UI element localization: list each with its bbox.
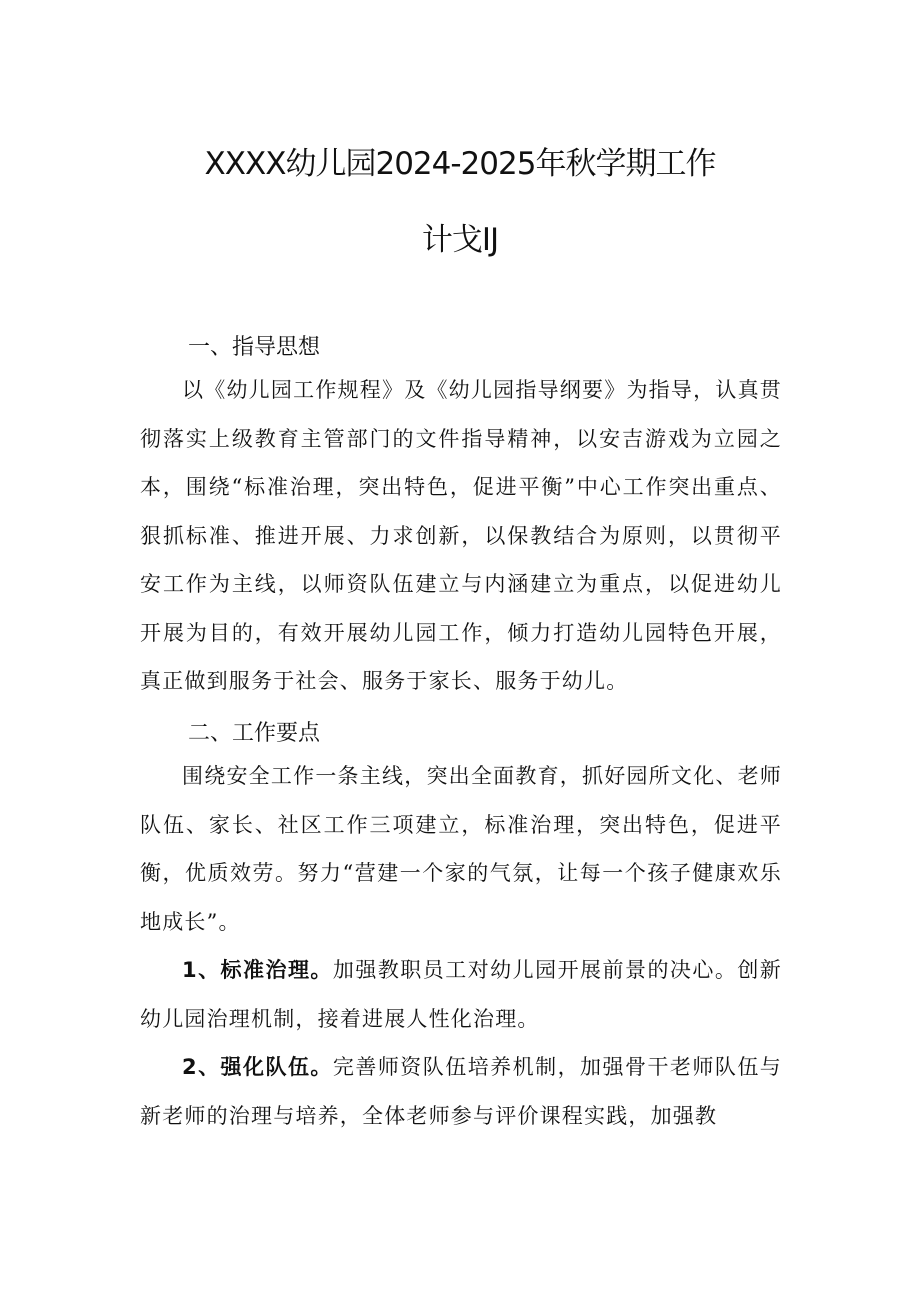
list-item-text: 加强教职员工对幼儿园开展前景的决心。创新幼儿园治理机制，接着进展人性化治理。 <box>140 958 783 1031</box>
list-item-text: 完善师资队伍培养机制，加强骨干老师队伍与新老师的治理与培养，全体老师参与评价课程实践，加强教 <box>140 1055 783 1128</box>
list-item <box>140 1043 782 1140</box>
section2-paragraph: 围绕安全工作一条主线，突出全面教育，抓好园所文化、老师队伍、家长、社区工作三项建立，标准治理，突出特色，促进平衡，优质效劳。努力“营建一个家的气氛，让每一个孩子健康欢乐地成长”。 <box>140 764 782 934</box>
list-item-label: 1、标准治理。 <box>182 958 333 982</box>
section2-heading: 二、工作要点 <box>188 721 321 746</box>
list-item <box>140 946 782 1043</box>
list-item-label: 2、强化队伍。 <box>182 1055 333 1079</box>
document-title-line2: 计戈IJ <box>421 222 499 258</box>
section1-heading: 一、指导思想 <box>188 335 321 360</box>
section1-paragraph: 以《幼儿园工作规程》及《幼儿园指导纲要》为指导，认真贯彻落实上级教育主管部门的文件指导精神，以安吉游戏为立园之本，围绕“标准治理，突出特色，促进平衡”中心工作突出重点、狠抓标准、推进开展、力求创新，以保教结合为原则，以贯彻平安工作为主线，以师资队伍建立与内涵建立为重点，以促进幼儿开展为目的，有效开展幼儿园工作，倾力打造幼儿园特色开展，真正做到服务于社会、服务于家长、服务于幼儿。 <box>140 378 782 693</box>
document-title-line1: XXXX幼儿园2024-2025年秋学期工作 <box>204 146 716 182</box>
